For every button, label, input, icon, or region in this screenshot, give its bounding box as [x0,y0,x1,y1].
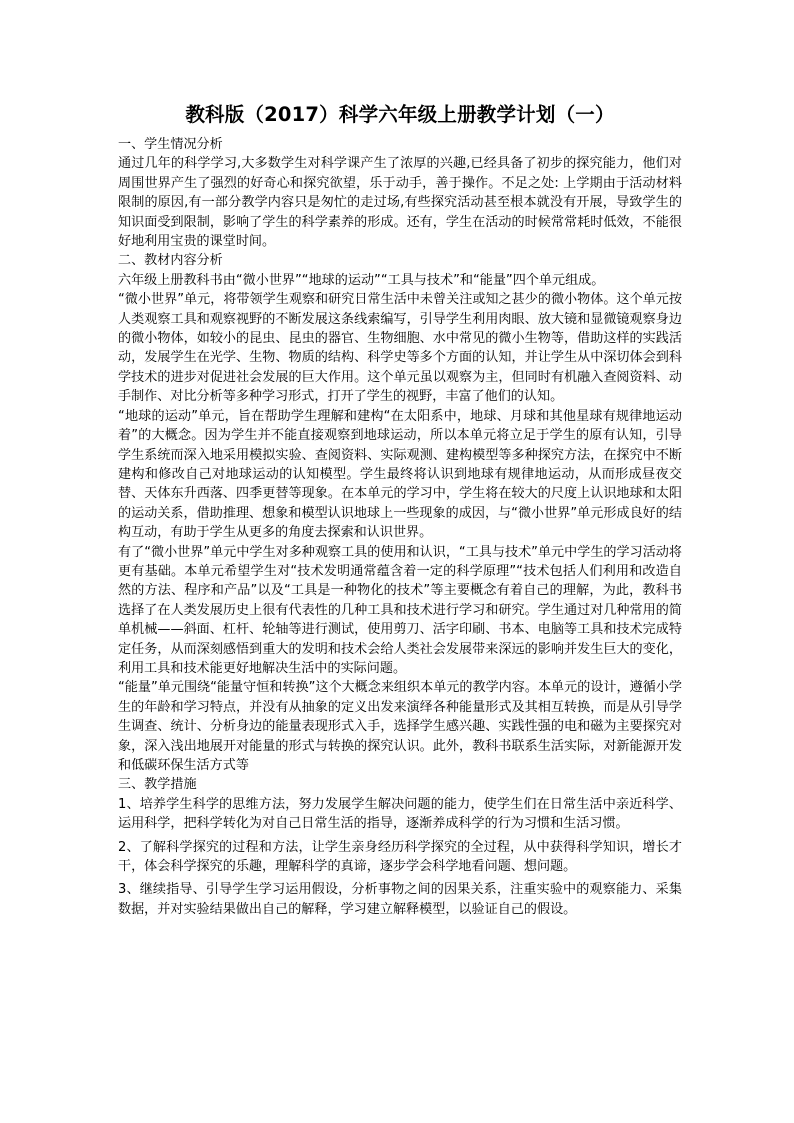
section-heading-measures: 三、教学措施 [118,777,197,793]
document-page [118,100,682,923]
unit-earth-motion-paragraph: “地球的运动”单元，旨在帮助学生理解和建构“在太阳系中，地球、月球和其他星球有规律地运动着”的大概念。因为学生并不能直接观察到地球运动，所以本单元将立足于学生的原有认知，引导学生系统而深入地采用模拟实验、查阅资料、实际观测、建构模型等多种探究方法，在探究中不断建构和修改自己对地球运动的认知模型。学生最终将认识到地球有规律地运动，从而形成昼夜交替、天体东升西落、四季更替等现象。在本单元的学习中，学生将在较大的尺度上认识地球和太阳的运动关系，借助推理、想象和模型认识地球上一些现象的成因，与“微小世界”单元形成良好的结构互动，有助于学生从更多的角度去探索和认识世界。 [118,408,682,541]
unit-energy-paragraph: “能量”单元围绕“能量守恒和转换”这个大概念来组织本单元的教学内容。本单元的设计，遵循小学生的年龄和学习特点，并没有从抽象的定义出发来演绎各种能量形式及其相互转换，而是从引导学生调查、统计、分析身边的能量表现形式入手，选择学生感兴趣、实践性强的电和磁为主要探究对象，深入浅出地展开对能量的形式与转换的探究认识。此外，教科书联系生活实际，对新能源开发和低碳环保生活方式等 [118,680,682,773]
measure-item-1: 1、培养学生科学的思维方法，努力发展学生解决问题的能力，使学生们在日常生活中亲近科学、运用科学，把科学转化为对自己日常生活的指导，逐渐养成科学的行为习惯和生活习惯。 [118,796,682,832]
section-heading-materials: 二、教材内容分析 [118,253,223,269]
section-student-analysis [118,135,682,251]
section-heading-students: 一、学生情况分析 [118,137,223,152]
section-material-analysis [118,251,682,775]
materials-overview-paragraph: 六年级上册教科书由“微小世界”“地球的运动”“工具与技术”和“能量”四个单元组成。 [118,272,605,288]
document-title: 教科版（2017）科学六年级上册教学计划（一） [185,103,615,126]
measure-item-2: 2、了解科学探究的过程和方法，让学生亲身经历科学探究的全过程，从中获得科学知识，增长才干，体会科学探究的乐趣，理解科学的真谛，逐步学会科学地看问题、想问题。 [118,839,682,875]
student-analysis-paragraph: 通过几年的科学学习,大多数学生对科学课产生了浓厚的兴趣,已经具备了初步的探究能力，他们对周围世界产生了强烈的好奇心和探究欲望，乐于动手，善于操作。不足之处: 上学期由于活动材料限制的原因,有一部分教学内容只是匆忙的走过场,有些探究活动甚至根本就没有开展，导致学生的知识面受到限制，影响了学生的科学素养的形成。还有，学生在活动的时候常常耗时低效，不能很好地利用宝贵的课堂时间。 [118,156,682,250]
unit-micro-world-paragraph: “微小世界”单元，将带领学生观察和研究日常生活中未曾关注或知之甚少的微小物体。这个单元按人类观察工具和观察视野的不断发展这条线索编写，引导学生利用肉眼、放大镜和显微镜观察身边的微小物体，如较小的昆虫、昆虫的器官、生物细胞、水中常见的微小生物等，借助这样的实践活动，发展学生在光学、生物、物质的结构、科学史等多个方面的认知，并让学生从中深切体会到科学技术的进步对促进社会发展的巨大作用。这个单元虽以观察为主，但同时有机融入查阅资料、动手制作、对比分析等多种学习形式，打开了学生的视野，丰富了他们的认知。 [118,292,682,405]
section-teaching-measures [118,775,682,919]
measure-item-3: 3、继续指导、引导学生学习运用假设，分析事物之间的因果关系，注重实验中的观察能力、采集数据，并对实验结果做出自己的解释，学习建立解释模型，以验证自己的假设。 [118,882,682,917]
unit-tools-technology-paragraph: 有了“微小世界”单元中学生对多种观察工具的使用和认识，“工具与技术”单元中学生的学习活动将更有基础。本单元希望学生对“技术发明通常蕴含着一定的科学原理”“技术包括人们利用和改造自然的方法、程序和产品”以及“工具是一种物化的技术”等主要概念有着自己的理解，为此，教科书选择了在人类发展历史上很有代表性的几种工具和技术进行学习和研究。学生通过对几种常用的简单机械——斜面、杠杆、轮轴等进行测试，使用剪刀、活字印刷、书本、电脑等工具和技术完成特定任务，从而深刻感悟到重大的发明和技术会给人类社会发展带来深远的影响并发生巨大的变化，利用工具和技术能更好地解决生活中的实际问题。 [118,544,682,676]
